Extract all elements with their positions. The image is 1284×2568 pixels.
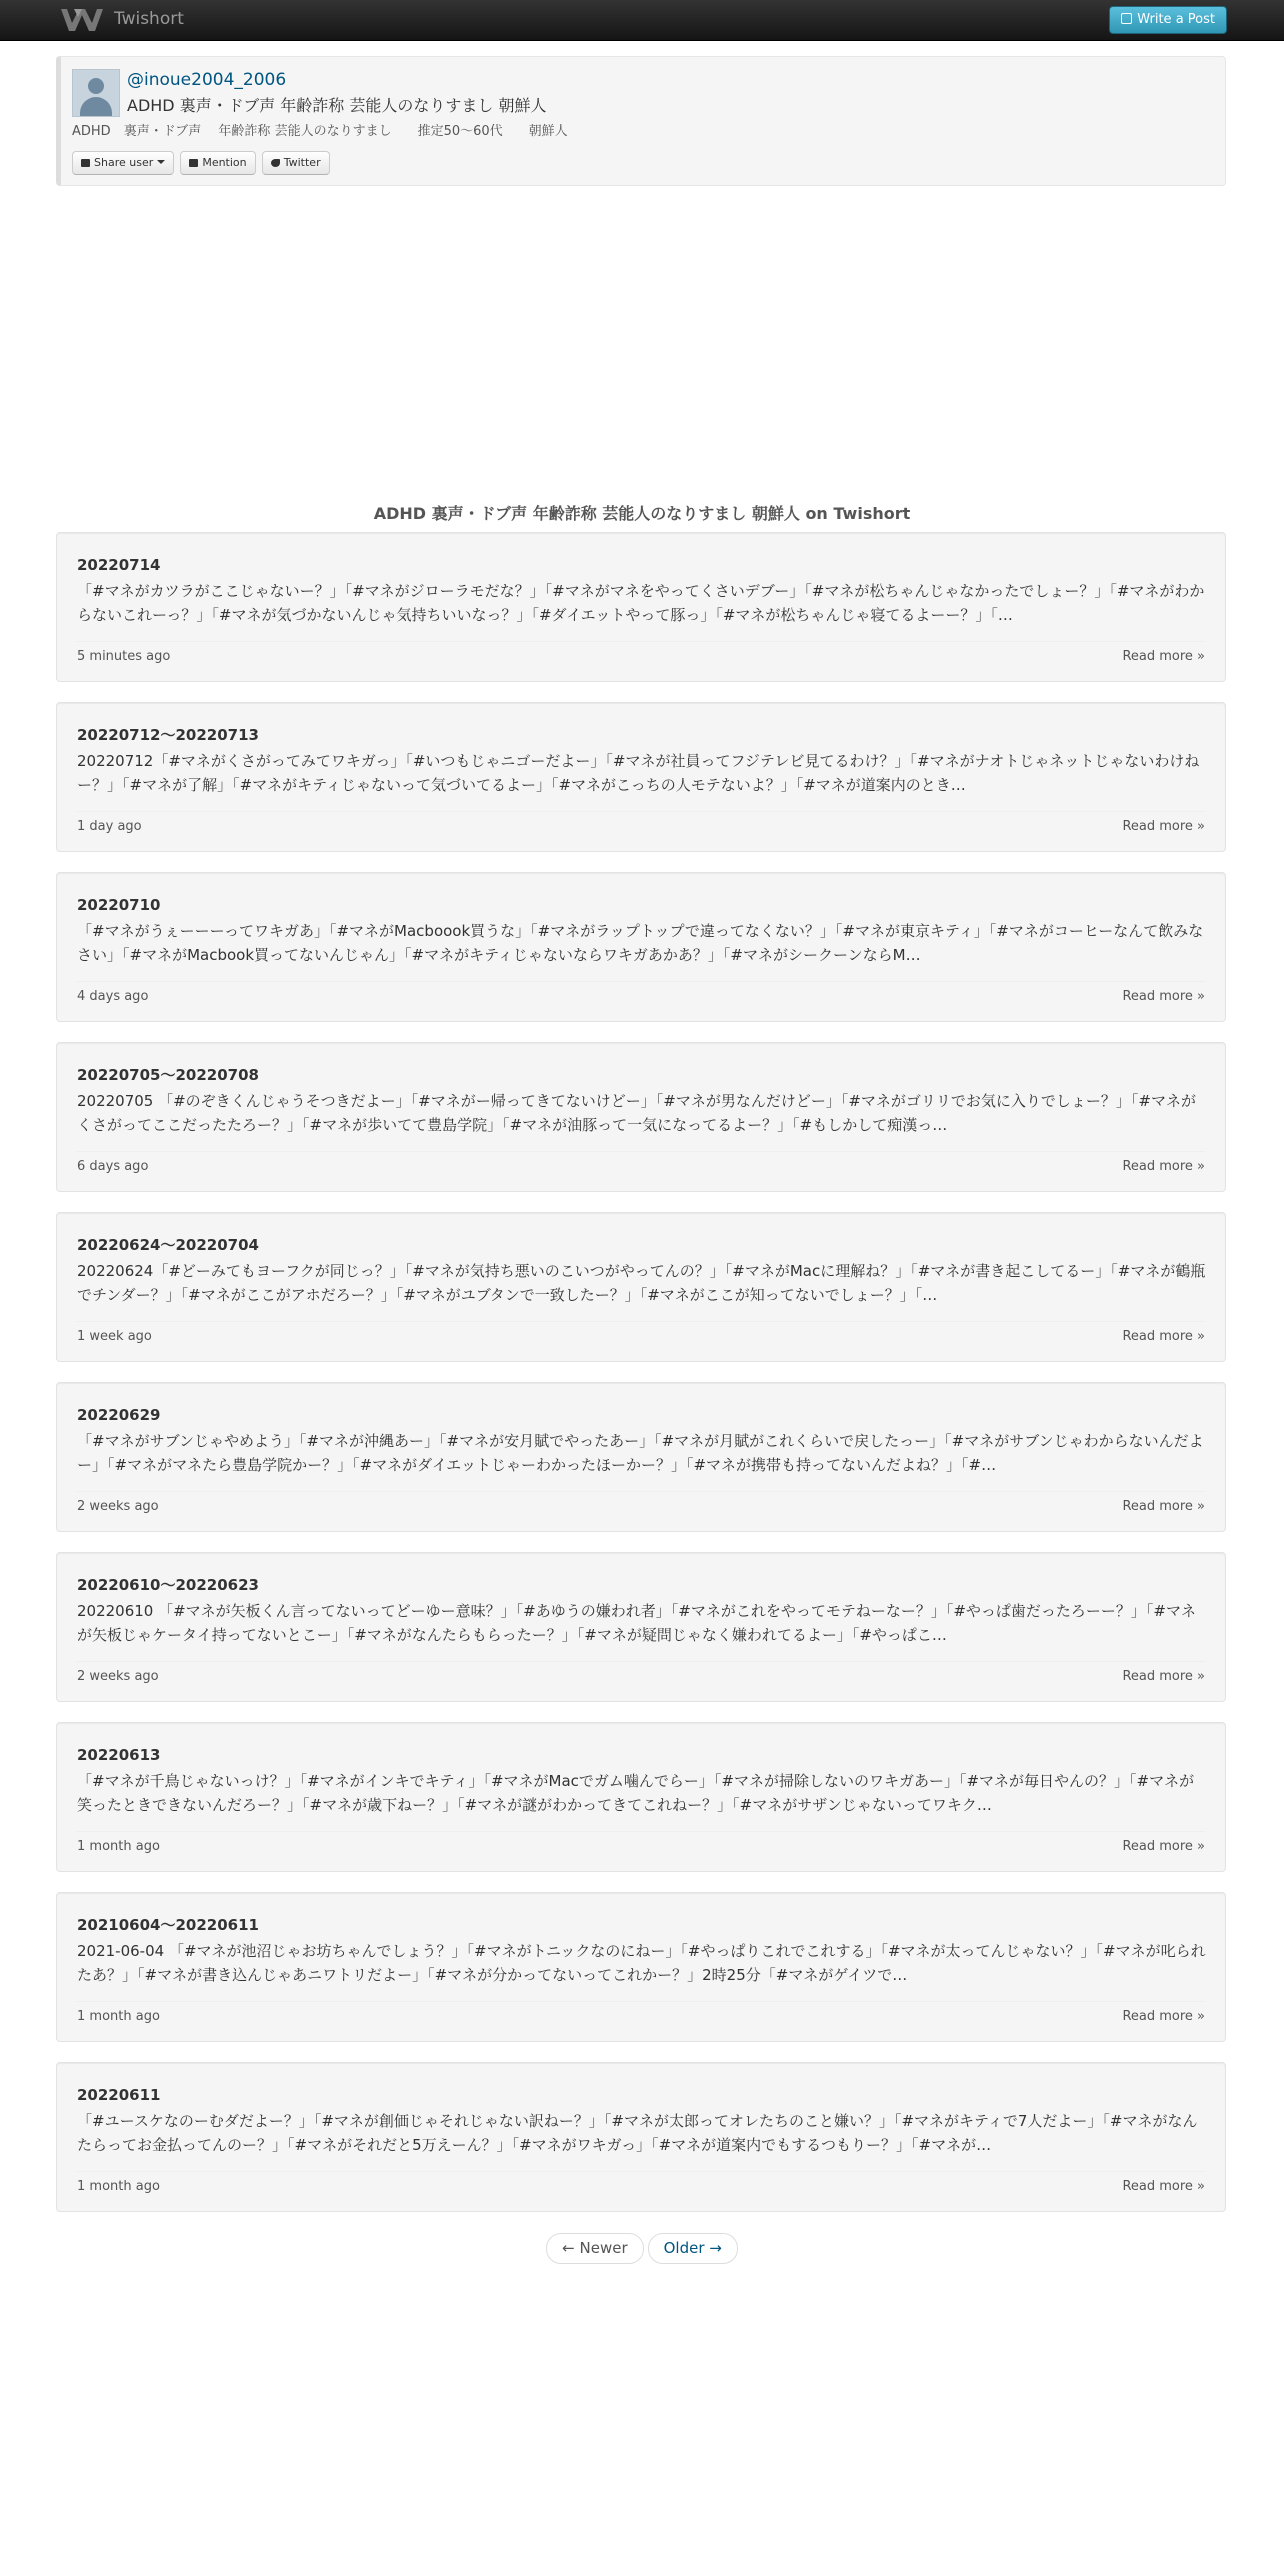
mention-button[interactable] [180, 151, 255, 175]
post-title[interactable]: 20220714 [77, 556, 161, 574]
read-more-link[interactable]: Read more » [1122, 2179, 1205, 2194]
post-timestamp[interactable]: 1 day ago [77, 819, 142, 834]
post-timestamp[interactable]: 1 month ago [77, 2179, 160, 2194]
post-excerpt: 20220610 「#マネが矢板くん言ってないってどーゆー意味？」「#あゆうの嫌われ者」「#マネがこれをやってモテねーなー？」「#やっぱ歯だったろーー？」「#マネが矢板じゃケータイ持ってないとこー」「#マネがなんたらもらったー？」「#マネが疑問じゃなく嫌われてるよー」「#やっぱこ… [77, 1602, 1196, 1644]
post-card [56, 2062, 1226, 2212]
post-divider [77, 2001, 1205, 2002]
top-navbar [0, 0, 1284, 41]
brand-name[interactable]: Twishort [114, 9, 184, 29]
post-card [56, 1722, 1226, 1872]
post-title[interactable]: 20220624～20220704 [77, 1236, 259, 1254]
post-timestamp[interactable]: 4 days ago [77, 989, 149, 1004]
read-more-link[interactable]: Read more » [1122, 649, 1205, 664]
post-divider [77, 1831, 1205, 1832]
post-card [56, 1892, 1226, 2042]
post-list [56, 532, 1226, 2232]
post-timestamp[interactable]: 1 month ago [77, 2009, 160, 2024]
write-post-button[interactable] [1109, 6, 1227, 34]
share-user-button[interactable] [72, 151, 174, 175]
write-post-label: Write a Post [1137, 12, 1215, 27]
post-title[interactable]: 20220613 [77, 1746, 161, 1764]
post-timestamp[interactable]: 2 weeks ago [77, 1669, 159, 1684]
read-more-link[interactable]: Read more » [1122, 819, 1205, 834]
user-bio: ADHD 裏声・ドブ声 年齢詐称 芸能人のなりすまし 推定50～60代 朝鮮人 [72, 124, 568, 139]
post-card [56, 1552, 1226, 1702]
read-more-link[interactable]: Read more » [1122, 1669, 1205, 1684]
bullhorn-icon [81, 159, 90, 167]
post-timestamp[interactable]: 5 minutes ago [77, 649, 171, 664]
post-title[interactable]: 20220705～20220708 [77, 1066, 259, 1084]
post-title[interactable]: 20220629 [77, 1406, 161, 1424]
read-more-link[interactable]: Read more » [1122, 1329, 1205, 1344]
post-divider [77, 641, 1205, 642]
profile-action-buttons [72, 151, 331, 175]
post-excerpt: 20220705 「#のぞきくんじゃうそつきだよー」「#マネがー帰ってきてないけどー」「#マネが男なんだけどー」「#マネがゴリリでお気に入りでしょー？」「#マネがくさがってここだったたろー？」「#マネが歩いてて豊島学院」「#マネが油豚って一気になってるよー？」「#もしかして痴漢っ… [77, 1092, 1196, 1134]
post-card [56, 1212, 1226, 1362]
post-excerpt: 「#マネがカツラがここじゃないー？」「#マネがジローラモだな？」「#マネがマネをやってくさいデブー」「#マネが松ちゃんじゃなかったでしょー？」「#マネがわからないこれーっ？」「#マネが気づかないんじゃ気持ちいいなっ？」「#ダイエットやって豚っ」「#マネが松ちゃんじゃ寝てるよーー？」「… [77, 582, 1205, 624]
pagination [0, 2233, 1284, 2264]
post-timestamp[interactable]: 1 month ago [77, 1839, 160, 1854]
post-card [56, 1042, 1226, 1192]
post-divider [77, 981, 1205, 982]
user-display-name: ADHD 裏声・ドブ声 年齢詐称 芸能人のなりすまし 朝鮮人 [127, 96, 547, 115]
post-excerpt: 20220712「#マネがくさがってみてワキガっ」「#いつもじゃニゴーだよー」「#マネが社員ってフジテレビ見てるわけ？」「#マネがナオトじゃネットじゃないわけねー？」「#マネが了解」「#マネがキティじゃないって気づいてるよー」「#マネがこっちの人モテないよ？」「#マネが道案内のとき… [77, 752, 1200, 794]
post-excerpt: 「#マネがうぇーーーってワキガあ」「#マネがMacboook買うな」「#マネがラップトップで違ってなくない？」「#マネが東京キティ」「#マネがコーヒーなんて飲みなさい」「#マネがMacbook買ってないんじゃん」「#マネがキティじゃないならワキガあかあ？」「#マネがシークーンならM… [77, 922, 1204, 964]
post-title[interactable]: 20220710 [77, 896, 161, 914]
avatar-head-icon [88, 78, 104, 94]
post-title[interactable]: 20220712～20220713 [77, 726, 259, 744]
share-user-label: Share user [94, 156, 154, 169]
edit-icon [1121, 13, 1132, 24]
post-divider [77, 1321, 1205, 1322]
twitter-label: Twitter [283, 156, 321, 169]
read-more-link[interactable]: Read more » [1122, 989, 1205, 1004]
post-timestamp[interactable]: 6 days ago [77, 1159, 149, 1174]
read-more-link[interactable]: Read more » [1122, 1499, 1205, 1514]
feed-title: ADHD 裏声・ドブ声 年齢詐称 芸能人のなりすまし 朝鮮人 on Twishort [373, 504, 911, 523]
post-divider [77, 1661, 1205, 1662]
post-card [56, 532, 1226, 682]
post-card [56, 702, 1226, 852]
post-divider [77, 1151, 1205, 1152]
older-page-button[interactable]: Older → [648, 2233, 738, 2264]
post-excerpt: 2021-06-04 「#マネが池沼じゃお坊ちゃんでしょう？」「#マネがトニックなのにねー」「#やっぱりこれでこれする」「#マネが太ってんじゃない？」「#マネが叱られたあ？」「#マネが書き込んじゃあニワトリだよー」「#マネが分かってないってこれかー？」2時25分「#マネがゲイツで… [77, 1942, 1206, 1984]
post-excerpt: 20220624「#どーみてもヨーフクが同じっ？」「#マネが気持ち悪いのこいつがやってんの？」「#マネがMacに理解ね？」「#マネが書き起こしてるー」「#マネが鶴瓶でチンダー？」「#マネがここがアホだろー？」「#マネがユブタンで一致したー？」「#マネがここが知ってないでしょー？」「… [77, 1262, 1206, 1304]
comment-icon [189, 159, 198, 167]
user-profile-box [56, 56, 1226, 186]
twitter-button[interactable] [262, 151, 330, 175]
post-excerpt: 「#ユースケなのーむダだよー？」「#マネが創価じゃそれじゃない訳ねー？」「#マネが太郎ってオレたちのこと嫌い？」「#マネがキティで7人だよー」「#マネがなんたらってお金払ってんのー？」「#マネがそれだと5万えーん？」「#マネがワキガっ」「#マネが道案内でもするつもりー？」「#マネが… [77, 2112, 1198, 2154]
post-timestamp[interactable]: 1 week ago [77, 1329, 152, 1344]
read-more-link[interactable]: Read more » [1122, 2009, 1205, 2024]
mention-label: Mention [202, 156, 247, 169]
read-more-link[interactable]: Read more » [1122, 1839, 1205, 1854]
post-excerpt: 「#マネが千鳥じゃないっけ？」「#マネがインキでキティ」「#マネがMacでガム噛んでらー」「#マネが掃除しないのワキガあー」「#マネが毎日やんの？」「#マネが笑ったときできないんだろー？」「#マネが歳下ねー？」「#マネが謎がわかってきてこれねー？」「#マネがサザンじゃないってワキク… [77, 1772, 1195, 1814]
avatar[interactable] [72, 69, 120, 117]
newer-page-button[interactable]: ← Newer [546, 2233, 643, 2264]
user-handle-link[interactable]: @inoue2004_2006 [127, 70, 287, 90]
caret-down-icon [157, 160, 165, 164]
post-divider [77, 1491, 1205, 1492]
post-title[interactable]: 20220610～20220623 [77, 1576, 259, 1594]
post-card [56, 1382, 1226, 1532]
post-title[interactable]: 20210604～20220611 [77, 1916, 259, 1934]
read-more-link[interactable]: Read more » [1122, 1159, 1205, 1174]
post-timestamp[interactable]: 2 weeks ago [77, 1499, 159, 1514]
post-title[interactable]: 20220611 [77, 2086, 161, 2104]
twishort-logo-icon[interactable] [59, 7, 105, 33]
post-excerpt: 「#マネがサブンじゃやめよう」「#マネが沖縄あー」「#マネが安月賦でやったあー」「#マネが月賦がこれくらいで戻したっー」「#マネがサブンじゃわからないんだよー」「#マネがマネたら豊島学院かー？」「#マネがダイエットじゃーわかったほーかー？」「#マネが携帯も持ってないんだよね？」「#… [77, 1432, 1204, 1474]
avatar-body-icon [80, 97, 112, 117]
post-card [56, 872, 1226, 1022]
post-divider [77, 2171, 1205, 2172]
post-divider [77, 811, 1205, 812]
twitter-bird-icon [271, 159, 280, 167]
